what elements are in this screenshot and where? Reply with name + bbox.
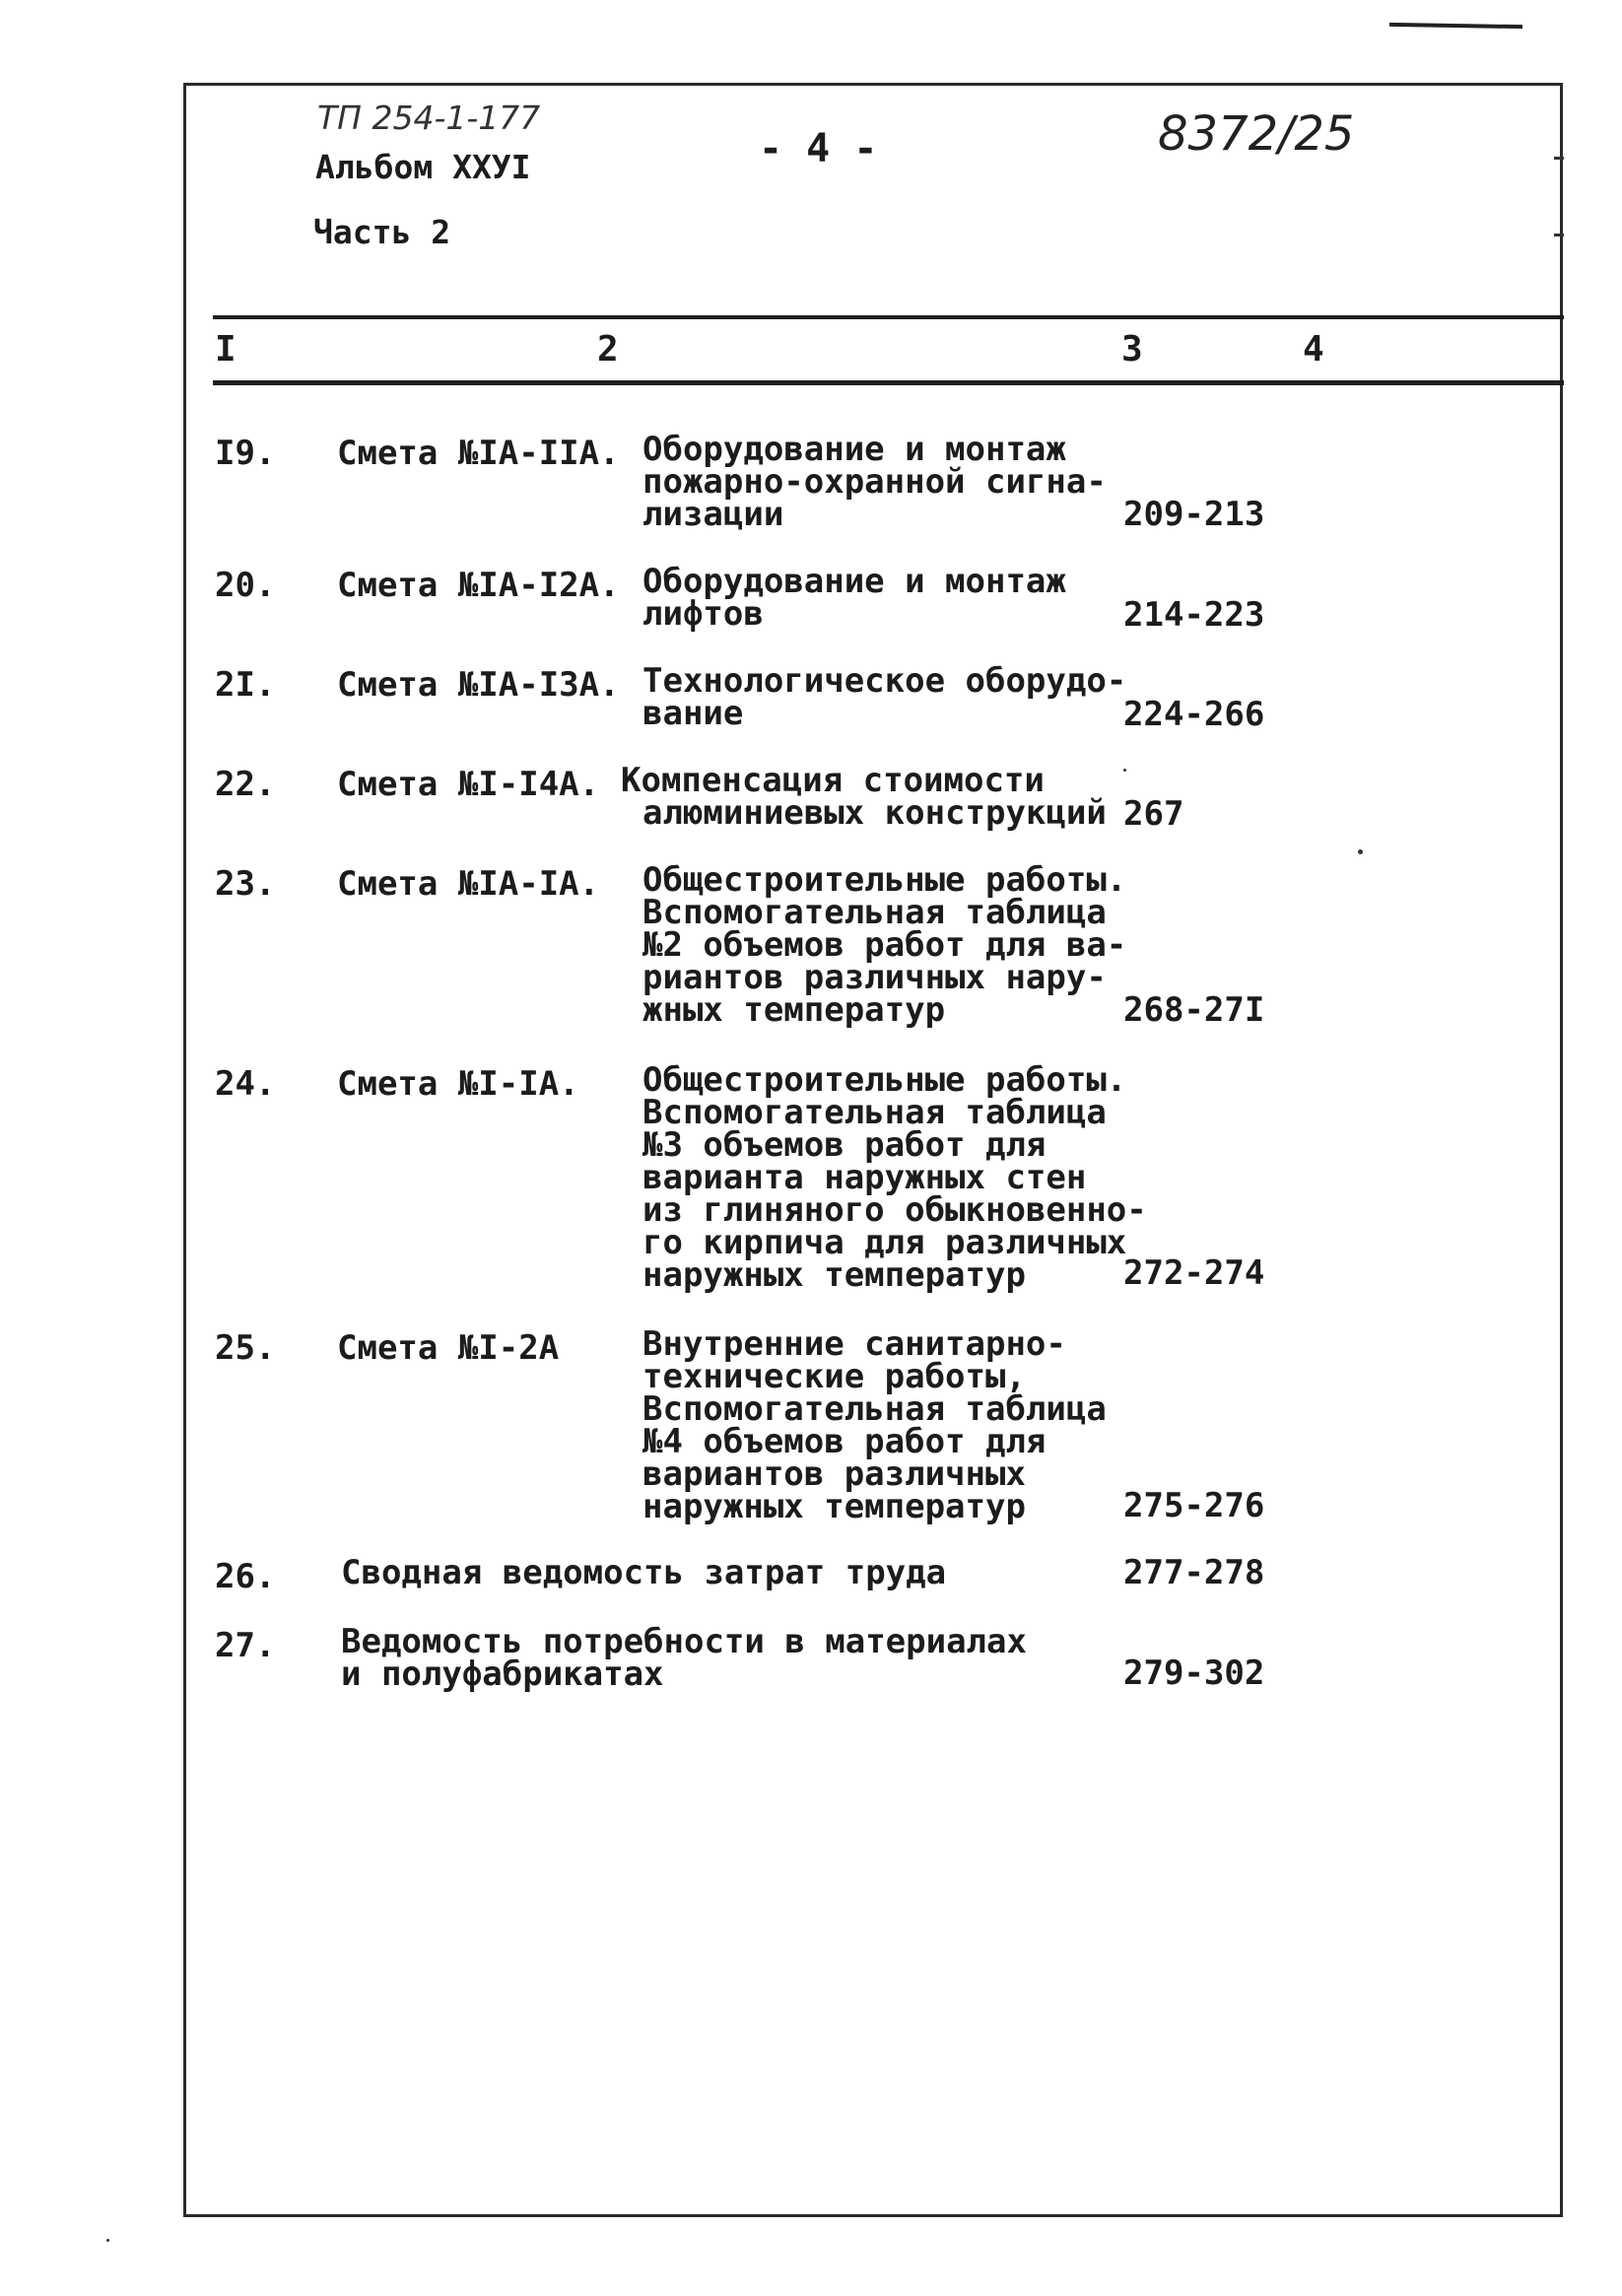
- row-description: [642, 860, 1127, 1030]
- frame-tick: [1554, 157, 1564, 160]
- album-label: Альбом XXУI: [315, 148, 531, 186]
- description-line: Вспомогательная таблица: [642, 1389, 1107, 1429]
- row-description: [642, 430, 1107, 534]
- part-label: Часть 2: [313, 213, 451, 251]
- description-line: Технологическое оборудо-: [642, 661, 1127, 701]
- description-line: Вспомогательная таблица: [642, 1093, 1107, 1132]
- page-number: - 4 -: [759, 126, 878, 171]
- table-header-rule: [213, 380, 1564, 385]
- scan-corner-mark: [1389, 23, 1522, 29]
- description-line: вание: [642, 694, 744, 733]
- page-range: 209-213: [1123, 495, 1265, 534]
- description-line: Общестроительные работы.: [642, 1060, 1127, 1100]
- table-top-rule: [213, 315, 1564, 319]
- page-range: 214-223: [1123, 595, 1265, 635]
- description-line: риантов различных нару-: [642, 958, 1107, 997]
- row-number: 26.: [215, 1557, 276, 1596]
- description-line: Ведомость потребности в материалах: [341, 1622, 1027, 1661]
- column-header-4: 4: [1303, 329, 1324, 370]
- description-line: Общестроительные работы.: [642, 860, 1127, 900]
- row-description: [341, 1553, 947, 1592]
- description-line: №3 объемов работ для: [642, 1125, 1047, 1165]
- row-number: 22.: [215, 765, 276, 804]
- description-line: алюминиевых конструкций: [642, 793, 1107, 833]
- description-line: жных температур: [642, 990, 946, 1030]
- description-line: го кирпича для различных: [642, 1223, 1127, 1262]
- description-line: наружных температур: [642, 1487, 1026, 1526]
- description-line: и полуфабрикатах: [341, 1654, 664, 1694]
- page-range: 224-266: [1123, 695, 1265, 734]
- row-number: 2I.: [215, 665, 276, 705]
- page-range: 268-27I: [1123, 990, 1265, 1030]
- row-description: [621, 761, 1107, 833]
- description-line: Оборудование и монтаж: [642, 562, 1066, 601]
- estimate-reference: Смета №IА-I2А.: [337, 566, 620, 605]
- description-line: технические работы,: [642, 1357, 1026, 1396]
- row-number: 23.: [215, 864, 276, 904]
- page-range: 267: [1123, 794, 1184, 834]
- description-line: Сводная ведомость затрат труда: [341, 1553, 947, 1592]
- row-number: 25.: [215, 1328, 276, 1368]
- row-description: [341, 1622, 1027, 1694]
- page-range: 279-302: [1123, 1654, 1265, 1693]
- document-code: ТП 254-1-177: [317, 99, 541, 137]
- row-description: [642, 1060, 1147, 1295]
- column-header-2: 2: [597, 329, 619, 370]
- description-line: №4 объемов работ для: [642, 1422, 1047, 1461]
- description-line: №2 объемов работ для ва-: [642, 925, 1127, 965]
- row-number: 24.: [215, 1064, 276, 1104]
- estimate-reference: Смета №IА-IIА.: [337, 434, 620, 473]
- scan-speck: [1123, 769, 1126, 772]
- description-line: Внутренние санитарно-: [642, 1324, 1066, 1364]
- description-line: пожарно-охранной сигна-: [642, 462, 1107, 502]
- row-description: [642, 562, 1066, 634]
- estimate-reference: Смета №I-IА.: [337, 1064, 579, 1104]
- scan-speck: [106, 2239, 109, 2242]
- column-header-1: I: [215, 329, 237, 370]
- description-line: лифтов: [642, 594, 764, 634]
- page-range: 275-276: [1123, 1486, 1265, 1525]
- description-line: варианта наружных стен: [642, 1158, 1087, 1197]
- estimate-reference: Смета №I-I4А.: [337, 765, 600, 804]
- estimate-reference: Смета №I-2А: [337, 1328, 560, 1368]
- row-description: [642, 1324, 1107, 1526]
- page-range: 272-274: [1123, 1253, 1265, 1293]
- frame-tick: [1554, 234, 1564, 236]
- column-header-3: 3: [1121, 329, 1143, 370]
- description-line: наружных температур: [642, 1255, 1026, 1295]
- row-number: I9.: [215, 434, 276, 473]
- description-line: Оборудование и монтаж: [642, 430, 1066, 469]
- description-line: из глиняного обыкновенно-: [642, 1190, 1147, 1230]
- row-description: [642, 661, 1127, 733]
- description-line: Вспомогательная таблица: [642, 893, 1107, 932]
- estimate-reference: Смета №IА-I3А.: [337, 665, 620, 705]
- description-line: вариантов различных: [642, 1454, 1026, 1494]
- estimate-reference: Смета №IА-IА.: [337, 864, 600, 904]
- scan-speck: [1358, 849, 1363, 854]
- row-number: 20.: [215, 566, 276, 605]
- inventory-number: 8372/25: [1158, 106, 1355, 162]
- description-line: Компенсация стоимости: [621, 761, 1045, 800]
- page-range: 277-278: [1123, 1553, 1265, 1592]
- description-line: лизации: [642, 495, 784, 534]
- row-number: 27.: [215, 1626, 276, 1665]
